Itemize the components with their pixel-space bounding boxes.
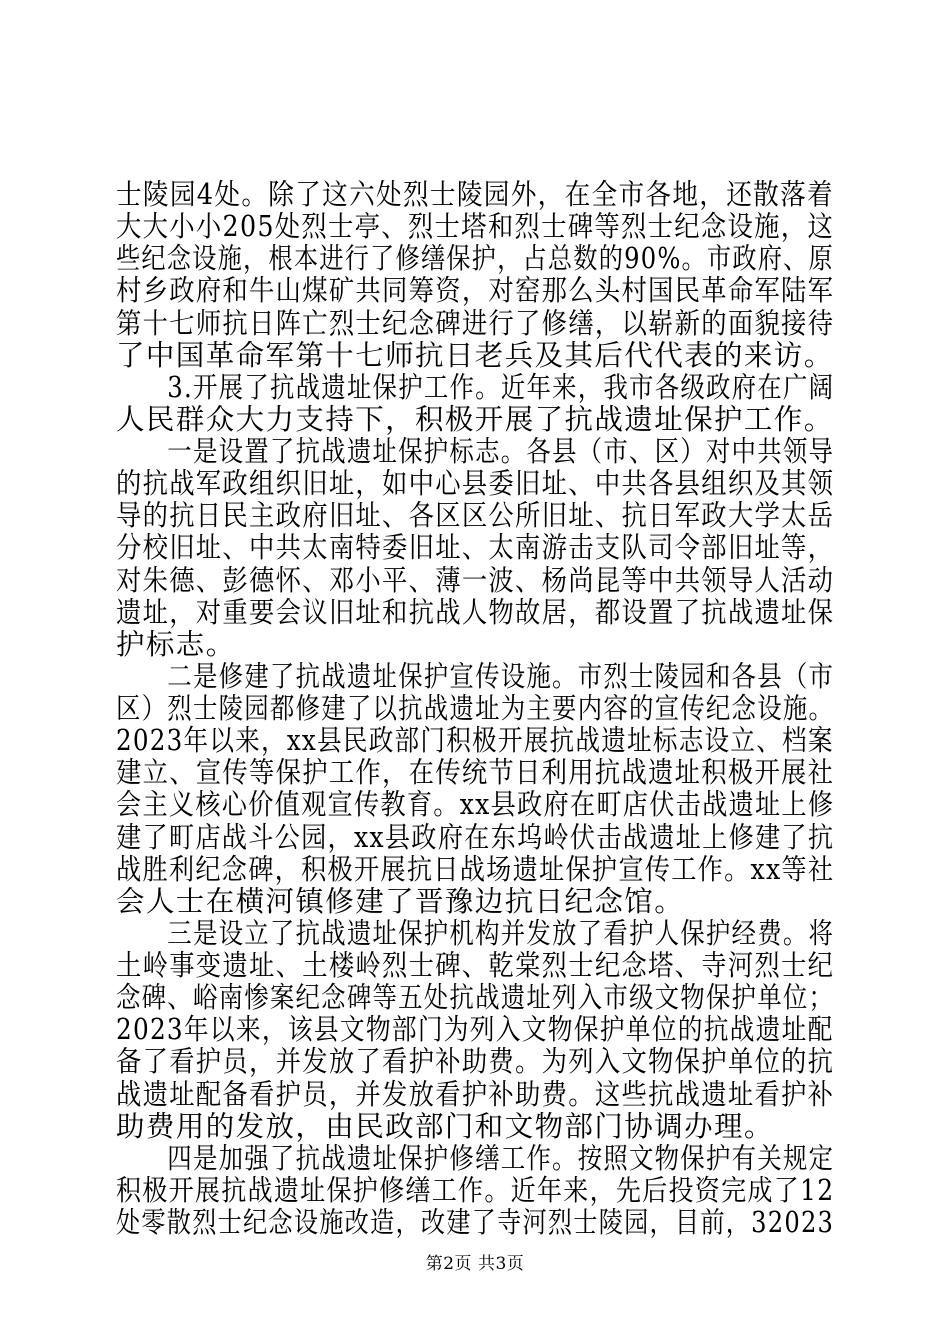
text-line: 一是设置了抗战遗址保护标志。各县（市、区）对中共领导 — [116, 435, 835, 468]
text-line: 3.开展了抗战遗址保护工作。近年来，我市各级政府在广阔 — [116, 370, 835, 404]
text-line: 导的抗日民主政府旧址、各区区公所旧址、抗日军政大学太岳 — [116, 499, 835, 533]
text-line: 了中国革命军第十七师抗日老兵及其后代代表的来访。 — [116, 338, 834, 372]
text-line: 人民群众大力支持下，积极开展了抗战遗址保护工作。 — [116, 402, 834, 436]
text-line: 对朱德、彭德怀、邓小平、薄一波、杨尚昆等中共领导人活动 — [116, 563, 835, 597]
text-line: 助费用的发放，由民政部门和文物部门协调办理。 — [116, 1109, 774, 1143]
text-line: 处零散烈士纪念设施改造，改建了寺河烈士陵园，目前，32023 — [116, 1206, 835, 1239]
text-line: 遗址，对重要会议旧址和抗战人物故居，都设置了抗战遗址保 — [116, 595, 835, 629]
text-line: 些纪念设施，根本进行了修缮保护，占总数的90%。市政府、原 — [116, 242, 834, 276]
text-line: 村乡政府和牛山煤矿共同筹资，对窑那么头村国民革命军陆军 — [116, 274, 835, 308]
text-line: 建立、宣传等保护工作，在传统节日利用抗战遗址积极开展社 — [116, 756, 835, 790]
text-line: 大大小小205处烈士亭、烈士塔和烈士碑等烈士纪念设施，这 — [116, 210, 835, 244]
text-line: 护标志。 — [116, 627, 236, 661]
text-line: 积极开展抗战遗址保护修缮工作。近年来，先后投资完成了12 — [116, 1173, 835, 1207]
text-line: 战胜利纪念碑，积极开展抗日战场遗址保护宣传工作。xx等社 — [116, 852, 835, 886]
text-line: 备了看护员，并发放了看护补助费。为列入文物保护单位的抗 — [116, 1045, 835, 1079]
text-line: 二是修建了抗战遗址保护宣传设施。市烈士陵园和各县（市 — [116, 659, 835, 693]
text-line: 的抗战军政组织旧址，如中心县委旧址、中共各县组织及其领 — [116, 467, 835, 501]
text-line: 三是设立了抗战遗址保护机构并发放了看护人保护经费。将 — [116, 916, 835, 950]
text-line: 四是加强了抗战遗址保护修缮工作。按照文物保护有关规定 — [116, 1141, 835, 1175]
page-footer: 第2页 共3页 — [425, 1254, 525, 1274]
text-line: 土岭事变遗址、土楼岭烈士碑、乾棠烈士纪念塔、寺河烈士纪 — [116, 949, 835, 982]
text-line: 士陵园4处。除了这六处烈士陵园外，在全市各地，还散落着 — [116, 178, 834, 211]
text-line: 战遗址配备看护员，并发放看护补助费。这些抗战遗址看护补 — [116, 1077, 835, 1111]
text-line: 建了町店战斗公园，xx县政府在东坞岭伏击战遗址上修建了抗 — [116, 820, 835, 854]
text-line: 会主义核心价值观宣传教育。xx县政府在町店伏击战遗址上修 — [116, 788, 835, 822]
text-line: 2023年以来，xx县民政部门积极开展抗战遗址标志设立、档案 — [116, 724, 834, 758]
text-line: 2023年以来，该县文物部门为列入文物保护单位的抗战遗址配 — [116, 1013, 834, 1047]
text-line: 会人士在横河镇修建了晋豫边抗日纪念馆。 — [116, 884, 685, 918]
text-line: 分校旧址、中共太南特委旧址、太南游击支队司令部旧址等， — [116, 531, 835, 565]
text-line: 念碑、峪南惨案纪念碑等五处抗战遗址列入市级文物保护单位； — [116, 981, 835, 1015]
text-line: 第十七师抗日阵亡烈士纪念碑进行了修缮，以崭新的面貌接待 — [116, 306, 835, 340]
text-line: 区）烈士陵园都修建了以抗战遗址为主要内容的宣传纪念设施。 — [116, 692, 835, 725]
